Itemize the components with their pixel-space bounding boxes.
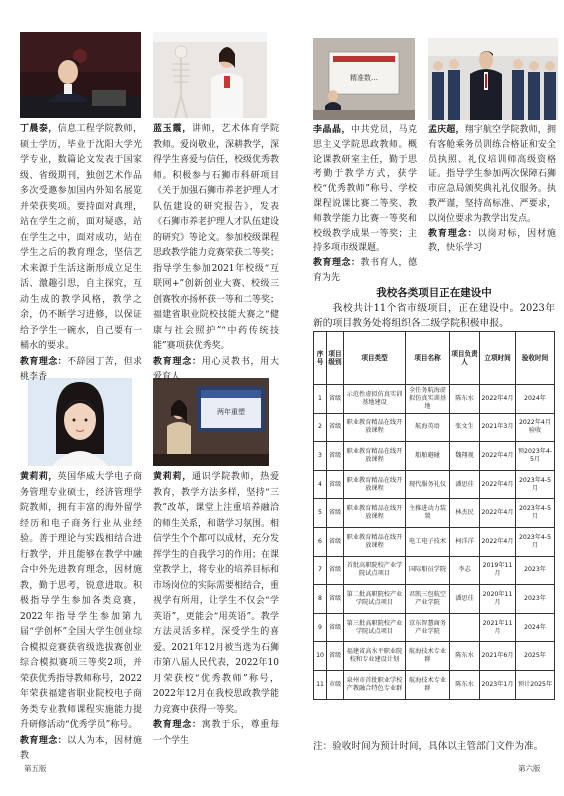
table-header-cell: 序号 <box>314 332 327 385</box>
table-cell: 2022年4月 <box>480 470 516 499</box>
table-row <box>314 556 555 585</box>
table-cell: 9 <box>314 613 327 642</box>
table-cell: 省级 <box>327 385 344 414</box>
table-cell: 2021年11月 <box>480 613 516 642</box>
table-cell: 省级 <box>327 585 344 614</box>
ppt-text: 两年重塑 <box>217 408 245 416</box>
table-cell: 2023年 <box>516 556 555 585</box>
table-row <box>314 385 555 414</box>
profile-bio: 讲师，艺术体育学院教师。爱岗敬业，深耕教学，深得学生喜爱与信任，校级优秀教师。积极参与石狮市科研项目《关于加强石狮市养老护理人才队伍建设的研究报告》，发表《石狮市养老护理人才队伍建设的研究》等论文。参加校级课程思政教学能力竞赛荣获二等奖；指导学生参加2021年校级“互联网+”创新创业大赛、校级三创赛牧亦扬杯获一等和二等奖；福建省职业院校技能大赛之“健康与社会照护”“中药传统技能”赛项获优秀奖。 <box>153 124 280 351</box>
table-cell: 2019年11月 <box>480 556 516 585</box>
table-cell: 2023年4-5月 <box>516 499 555 528</box>
profile-huang-lili-1: 黄莉莉，英国华威大学电子商务管理专业硕士，经济管理学院教师，拥有丰富的海外留学经历和电子商务行业从业经验。善于理论与实践相结合进行教学，并且能够在教学中融合中外先进教育理念，因材施教，勤于思考，锐意进取。积极指导学生参加各类竞赛，2022年指导学生参加第九届“学创杯”全国大学生创业综合模拟竞赛获省级选拔赛创业综合模拟赛项三等奖2项，并荣获优秀指导教师称号，2022年荣获福建省职业院校电子商务类专业教师课程实施能力提升研修活动“优秀学员”称号。 教育理念：以人为本，因材施教 <box>20 472 142 761</box>
table-cell: 职业教育精品在线开放课程 <box>344 413 406 442</box>
table-cell: 职业教育精品在线开放课程 <box>344 442 406 471</box>
photo-li-jingjing <box>313 38 415 120</box>
table-cell: 2023年4-5月 <box>516 527 555 556</box>
motto-text: 用心灵教书，用大爱育人 <box>153 356 279 382</box>
table-row <box>314 642 555 671</box>
photo-ding-chentai <box>20 32 141 118</box>
table-cell: 8 <box>314 585 327 614</box>
table-cell: 潘思佳 <box>450 585 480 614</box>
table-cell: 张文生 <box>450 413 480 442</box>
table-body <box>314 385 555 700</box>
profile-name: 黄莉莉 <box>20 472 49 482</box>
motto-label: 教育理念： <box>153 356 202 367</box>
table-cell: 2025年 <box>516 642 555 671</box>
table-cell: 陈东水 <box>450 642 480 671</box>
motto-text: 寓教于乐，尊重每一个学生 <box>153 720 279 746</box>
table-cell: 现代服务礼仪 <box>406 470 450 499</box>
table-cell: 省级 <box>327 413 344 442</box>
table-cell: 3 <box>314 442 327 471</box>
profile-name: 孟庆超 <box>428 125 456 135</box>
table-row <box>314 413 555 442</box>
table-row <box>314 670 555 699</box>
photo-lan-yuxia <box>153 32 267 118</box>
photo-huang-lili-1 <box>28 378 132 466</box>
projects-intro: 我校共计11个省市级项目，正在建设中。2023年新的项目教务处将组织各二级学院积极申报。 <box>313 303 555 329</box>
table-row <box>314 613 555 642</box>
table-cell: 预2023年4-5月 <box>516 442 555 471</box>
profile-li-jingjing: 李晶晶，中共党员，马克思主义学院思政教师。概论课教研室主任，勤于思考勤于教学方式，获学校“优秀教师”称号、学校课程说课比赛二等奖、教师教学能力比赛一等奖和校级教学成果一等奖；主持多项市级课题。 教育理念：教书育人，德育为先 <box>313 125 417 283</box>
table-cell: 主推进动力装置 <box>406 499 450 528</box>
table-cell: 君凯三包航空产业学院 <box>406 585 450 614</box>
table-cell: 省级 <box>327 499 344 528</box>
table-header-cell: 验收时间 <box>516 332 555 385</box>
table-cell: 2022年4月 <box>480 385 516 414</box>
table-cell: 11 <box>314 670 327 699</box>
table-cell: 5 <box>314 499 327 528</box>
table-cell: 省级 <box>327 642 344 671</box>
table-cell: 第三批高职院校产业学院试点项目 <box>344 613 406 642</box>
table-header-cell: 项目负责人 <box>450 332 480 385</box>
profile-ding-chentai: 丁晨泰，信息工程学院教师，硕士学历，毕业于沈阳大学光学专业，数篇论文发表于国家级、省级期刊，独创艺术作品多次受邀参加国内外知名展览并荣获奖项。要持面对真理，站在学生之前，面对疑惑，站在学生之中，面对成功，站在学生之后的教育理念，坚信艺术来源于生活这渐形成立足生活、激趣引思，自主探究，互动生成的教学风格，教学之余，仍不断学习进修，以保证给予学生一碗水，自己要有一桶水的要求。 教育理念：不辞园丁苦，但求桃李香 <box>20 124 142 382</box>
motto-text: 不辞园丁苦，但求桃李香 <box>20 356 142 382</box>
table-cell: 魏翔视 <box>450 442 480 471</box>
table-cell: 2022年4月验收 <box>516 413 555 442</box>
profile-bio: 通识学院教师，热爱教育，教学方法多样，坚持“三教”改革，课堂上注重培养融洽的师生关系，和谐学习氛围。相信学生个个都可以成材，充分发挥学生的自我学习的作用；在课堂教学上，将专业的培养目标和市场岗位的实际需要相结合，重视学有所用，让学生不仅会“学英语”，更能会“用英语”。教学方法灵活多样，深受学生的喜爱。2021年12月被当选为石狮市第八届人民代表，2022年10月荣获校“优秀教师”称号，2022年12月在我校思政教学能力竞赛中获得一等奖。 <box>153 472 280 715</box>
motto-text: 以岗对标，因材施教，快乐学习 <box>428 228 556 254</box>
table-header-cell: 立项时间 <box>480 332 516 385</box>
table-cell: 省级 <box>327 527 344 556</box>
projects-note: 注：验收时间为预计时间，具体以主管部门文件为准。 <box>313 741 544 752</box>
profile-huang-lili-2: 黄莉莉，通识学院教师，热爱教育，教学方法多样，坚持“三教”改革，课堂上注重培养融洽的师生关系，和谐学习氛围。相信学生个个都可以成材，充分发挥学生的自我学习的作用；在课堂教学上，将专业的培养目标和市场岗位的实际需要相结合，重视学有所用，让学生不仅会“学英语”，更能会“用英语”。教学方法灵活多样，深受学生的喜爱。2021年12月被当选为石狮市第八届人民代表，2022年10月荣获校“优秀教师”称号，2022年12月在我校思政教学能力竞赛中获得一等奖。 教育理念：寓教于乐，尊重每一个学生 <box>153 472 280 746</box>
motto-label: 教育理念： <box>20 356 68 367</box>
table-cell: 潘思佳 <box>450 470 480 499</box>
page-number-left: 第五版 <box>24 764 47 773</box>
table-cell: 首批高职院校产业学院试点项目 <box>344 556 406 585</box>
table-cell: 航海技术专业群 <box>406 670 450 699</box>
table-cell: 省级 <box>327 613 344 642</box>
table-cell: 示范性虚拟仿真实训基地建设 <box>344 385 406 414</box>
table-cell: 陈东水 <box>450 385 480 414</box>
table-row <box>314 499 555 528</box>
profile-lan-yuxia: 蓝玉霞，讲师，艺术体育学院教师。爱岗敬业，深耕教学，深得学生喜爱与信任，校级优秀教师。积极参与石狮市科研项目《关于加强石狮市养老护理人才队伍建设的研究报告》，发表《石狮市养老护理人才队伍建设的研究》等论文。参加校级课程思政教学能力竞赛荣获二等奖；指导学生参加2021年校级“互联网+”创新创业大赛、校级三创赛牧亦扬杯获一等和二等奖；福建省职业院校技能大赛之“健康与社会照护”“中药传统技能”赛项获优秀奖。 教育理念：用心灵教书，用大爱育人 <box>153 124 280 382</box>
table-cell: 2023年1月 <box>480 670 516 699</box>
motto-text: 教书育人，德育为先 <box>313 258 417 283</box>
photo-meng-qingchao <box>428 38 558 120</box>
table-row <box>314 442 555 471</box>
table-header-row <box>314 332 555 385</box>
table-cell: 京东智慧商务产业学院 <box>406 613 450 642</box>
table-header-cell: 项目名称 <box>406 332 450 385</box>
motto-label: 教育理念： <box>428 228 478 239</box>
slide-text: 精准数… <box>350 74 378 82</box>
profile-bio: 英国华威大学电子商务管理专业硕士，经济管理学院教师，拥有丰富的海外留学经历和电子商务行业从业经验。善于理论与实践相结合进行教学，并且能够在教学中融合中外先进教育理念，因材施教，勤于思考，锐意进取。积极指导学生参加各类竞赛，2022年指导学生参加第九届“学创杯”全国大学生创业综合模拟竞赛获省级选拔赛创业综合模拟赛项三等奖2项，并荣获优秀指导教师称号，2022年荣获福建省职业院校电子商务类专业教师课程实施能力提升研修活动“优秀学员”称号。 <box>20 472 142 730</box>
table-header-cell: 项目级别 <box>327 332 344 385</box>
profile-bio: 翔宇航空学院教师，拥有客舱乘务员训练合格证和安全员执照、礼仪培训师高级资格证。指导学生参加两次保障石狮市应急局颁奖典礼礼仪服务。执教严谨，坚持高标准、严要求，以岗位要求为教学出发点。 <box>428 125 556 224</box>
projects-table <box>313 331 555 700</box>
table-cell: 职业教育精品在线开放课程 <box>344 470 406 499</box>
profile-bio: 中共党员，马克思主义学院思政教师。概论课教研室主任，勤于思考勤于教学方式，获学校“优秀教师”称号、学校课程说课比赛二等奖、教师教学能力比赛一等奖和校级教学成果一等奖；主持多项市级课题。 <box>313 125 417 254</box>
motto-label: 教育理念： <box>313 258 361 269</box>
table-cell: 10 <box>314 642 327 671</box>
table-row <box>314 585 555 614</box>
table-row <box>314 527 555 556</box>
table-cell: 第二批高职院校产业学院试点项目 <box>344 585 406 614</box>
table-cell: 2024年 <box>516 385 555 414</box>
table-row <box>314 470 555 499</box>
table-cell: 电工电子技术 <box>406 527 450 556</box>
table-cell: 7 <box>314 556 327 585</box>
page-number-right: 第六版 <box>518 764 541 773</box>
table-cell: 2023年4-5月 <box>516 470 555 499</box>
profile-bio: 信息工程学院教师，硕士学历，毕业于沈阳大学光学专业，数篇论文发表于国家级、省级期刊，独创艺术作品多次受邀参加国内外知名展览并荣获奖项。要持面对真理，站在学生之前，面对疑惑，站在学生之中，面对成功，站在学生之后的教育理念，坚信艺术来源于生活这渐形成立足生活、激趣引思，自主探究，互动生成的教学风格，教学之余，仍不断学习进修，以保证给予学生一碗水，自己要有一桶水的要求。 <box>20 124 142 351</box>
profile-name: 黄莉莉 <box>153 472 183 482</box>
table-cell: 陈东水 <box>450 670 480 699</box>
table-cell: 国际船员学院 <box>406 556 450 585</box>
table-cell: 全任务航海虚拟仿真实训基地 <box>406 385 450 414</box>
table-cell: 2020年11月 <box>480 585 516 614</box>
table-cell: 林杰民 <box>450 499 480 528</box>
table-cell: 泉州市首批职业学校产教融合特色专业群 <box>344 670 406 699</box>
table-cell: 4 <box>314 470 327 499</box>
table-cell <box>450 613 480 642</box>
table-cell: 航海英语 <box>406 413 450 442</box>
projects-title: 我校各类项目正在建设中 <box>376 287 492 299</box>
table-cell: 预计2025年 <box>516 670 555 699</box>
profile-name: 蓝玉霞 <box>153 124 183 134</box>
table-cell: 1 <box>314 385 327 414</box>
motto-label: 教育理念： <box>20 735 68 746</box>
table-cell: 2024年 <box>516 613 555 642</box>
table-cell: 柯洋洋 <box>450 527 480 556</box>
table-cell: 船舶避碰 <box>406 442 450 471</box>
table-cell: 2021年3月 <box>480 413 516 442</box>
table-cell: 省级 <box>327 556 344 585</box>
table-cell: 2022年4月 <box>480 527 516 556</box>
profile-meng-qingchao: 孟庆超，翔宇航空学院教师，拥有客舱乘务员训练合格证和安全员执照、礼仪培训师高级资格证。指导学生参加两次保障石狮市应急局颁奖典礼礼仪服务。执教严谨，坚持高标准、严要求，以岗位要求为教学出发点。 教育理念：以岗对标，因材施教，快乐学习 <box>428 125 556 254</box>
table-cell: 福建省高水平职业院校和专业建设计划 <box>344 642 406 671</box>
table-cell: 6 <box>314 527 327 556</box>
table-cell: 省级 <box>327 470 344 499</box>
table-cell: 职业教育精品在线开放课程 <box>344 527 406 556</box>
table-cell: 2022年4月 <box>480 442 516 471</box>
table-cell: 职业教育精品在线开放课程 <box>344 499 406 528</box>
profile-name: 李晶晶 <box>313 125 342 135</box>
table-cell: 航海技术专业群 <box>406 642 450 671</box>
table-cell: 2023年 <box>516 585 555 614</box>
table-cell: 2021年6月 <box>480 642 516 671</box>
table-header-cell: 项目类型 <box>344 332 406 385</box>
profile-name: 丁晨泰 <box>20 124 49 134</box>
table-cell: 2 <box>314 413 327 442</box>
photo-huang-lili-2 <box>153 378 269 466</box>
motto-text: 以人为本，因材施教 <box>20 735 142 761</box>
table-cell: 李志 <box>450 556 480 585</box>
table-cell: 省级 <box>327 442 344 471</box>
table-cell: 2022年4月 <box>480 499 516 528</box>
table-cell: 市级 <box>327 670 344 699</box>
motto-label: 教育理念： <box>153 720 202 730</box>
